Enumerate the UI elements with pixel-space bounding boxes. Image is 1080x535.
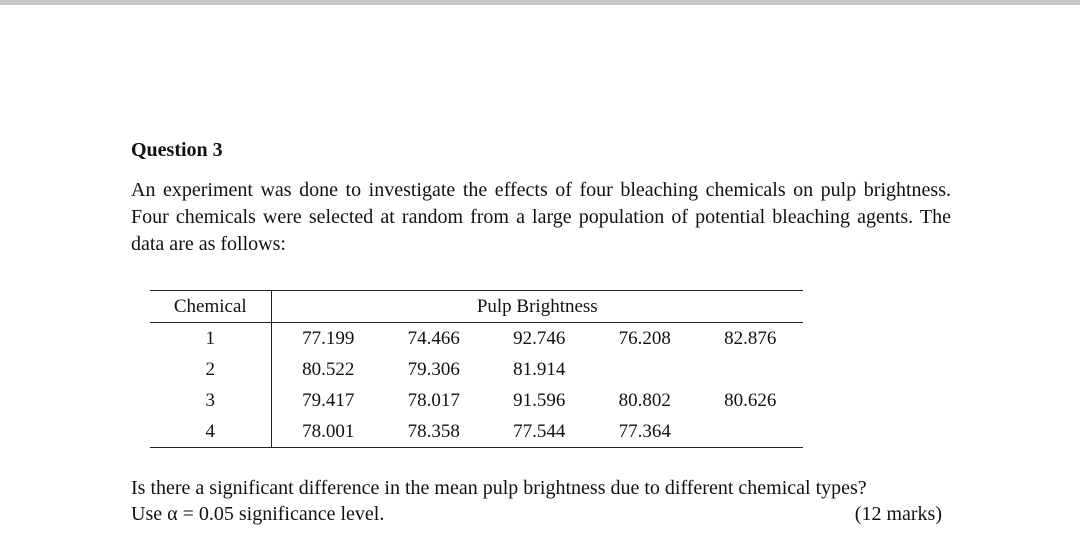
brightness-value: 78.001	[271, 416, 381, 448]
question-line-1: Is there a significant difference in the mean pulp brightness due to different chemical types?	[131, 477, 867, 499]
question-line-2-row	[131, 501, 942, 527]
chemical-id: 1	[150, 323, 271, 355]
brightness-value: 80.522	[302, 358, 355, 380]
question-intro: An experiment was done to investigate the effects of four bleaching chemicals on pulp brightness. Four chemicals were selected at random from a large population of potential bleaching agents. The data are as follows:	[131, 179, 951, 255]
brightness-value: 82.876	[724, 327, 777, 349]
brightness-value: 79.306	[407, 358, 460, 380]
chemical-id: 4	[150, 416, 271, 448]
chemical-id: 2	[150, 354, 271, 385]
brightness-value	[697, 354, 803, 385]
data-table	[150, 290, 803, 448]
significance-level-text: Use α = 0.05 significance level.	[131, 503, 385, 525]
table-row	[150, 323, 803, 355]
brightness-value: 77.199	[302, 327, 355, 349]
brightness-value	[592, 354, 697, 385]
brightness-value: 77.544	[487, 416, 592, 448]
brightness-value	[697, 416, 803, 448]
brightness-column-header: Pulp Brightness	[271, 291, 803, 323]
brightness-value: 77.364	[592, 416, 697, 448]
brightness-value: 74.466	[407, 327, 460, 349]
brightness-value: 80.626	[724, 389, 777, 411]
brightness-value: 76.208	[618, 327, 671, 349]
brightness-value: 81.914	[513, 358, 566, 380]
brightness-value: 91.596	[513, 389, 566, 411]
brightness-value: 78.358	[381, 416, 486, 448]
question-prompt	[131, 475, 951, 527]
brightness-value: 79.417	[302, 389, 355, 411]
top-divider	[0, 0, 1080, 5]
brightness-value: 78.017	[407, 389, 460, 411]
table-row	[150, 385, 803, 416]
table-header-row	[150, 291, 803, 323]
table-row	[150, 354, 803, 385]
brightness-value: 92.746	[513, 327, 566, 349]
brightness-value: 80.802	[618, 389, 671, 411]
chemical-column-header: Chemical	[150, 291, 271, 323]
chemical-id: 3	[150, 385, 271, 416]
marks-label: (12 marks)	[854, 503, 942, 525]
question-title: Question 3	[131, 139, 223, 161]
table-row	[150, 416, 803, 448]
